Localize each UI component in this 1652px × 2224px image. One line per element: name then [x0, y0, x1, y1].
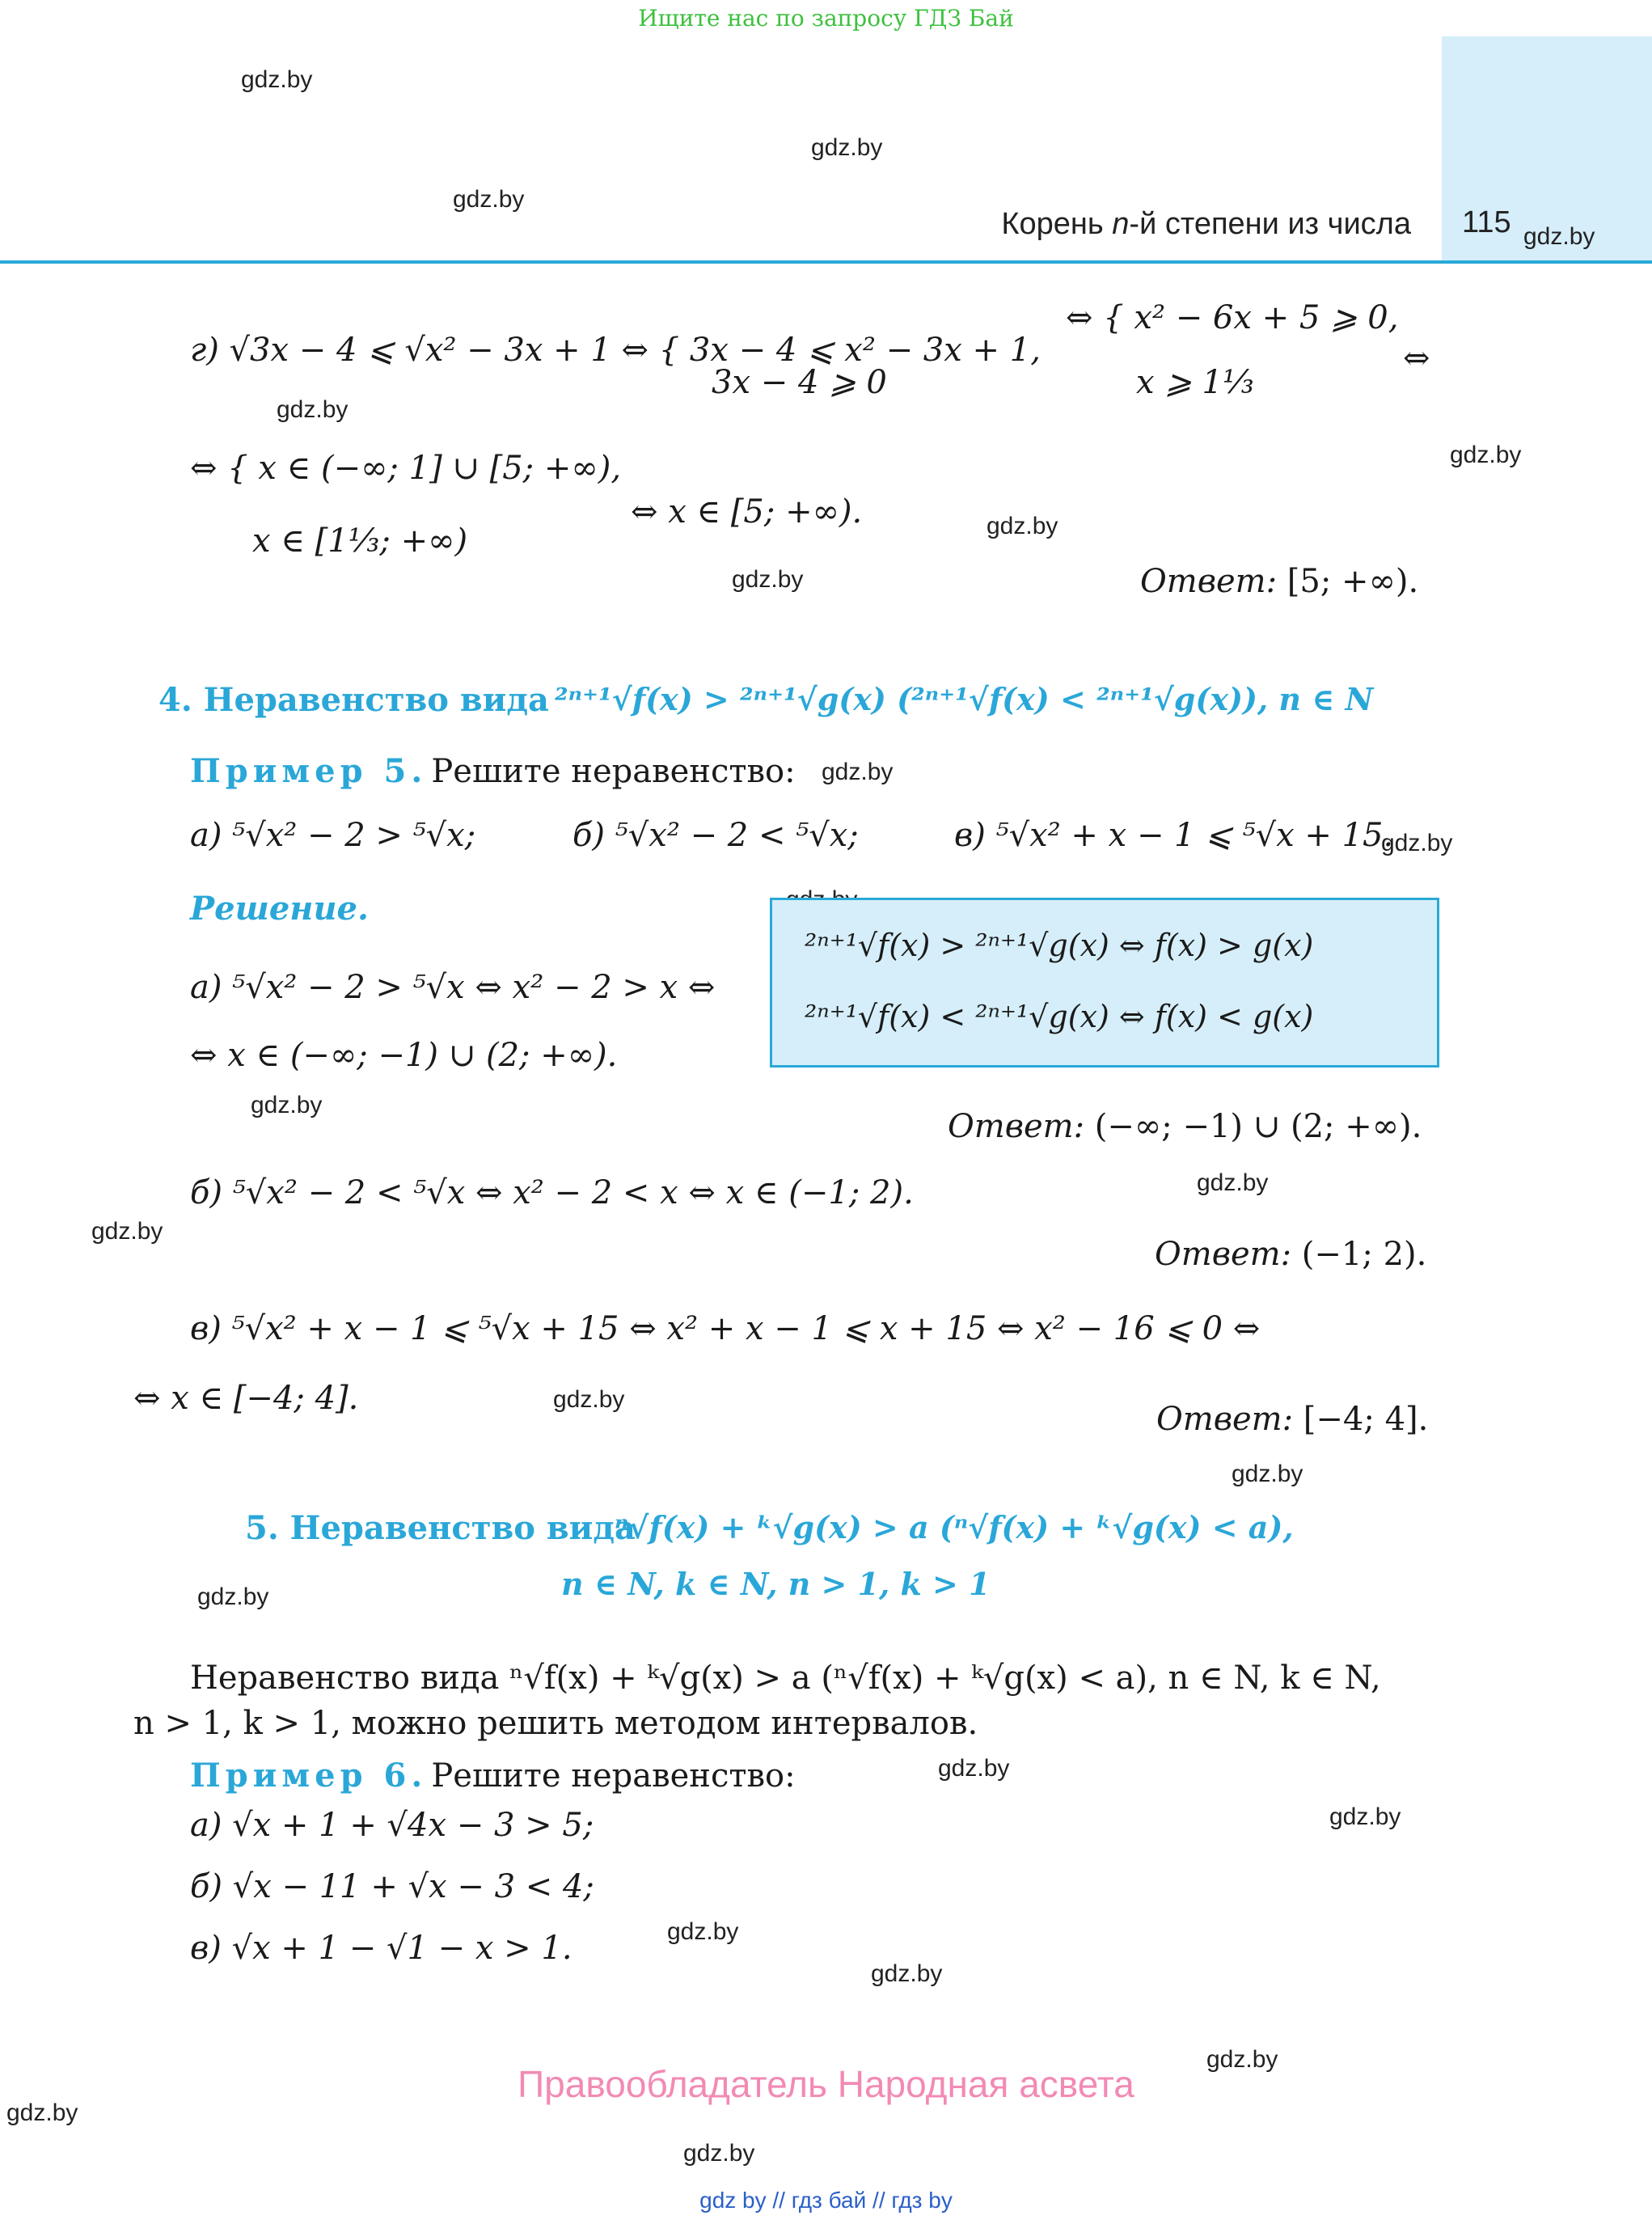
part-g-line1: г) √3x − 4 ⩽ √x² − 3x + 1 ⇔ { 3x − 4 ⩽ x² − 3x + 1,: [190, 332, 1041, 369]
answer-value: (−∞; −1) ∪ (2; +∞).: [1084, 1108, 1422, 1145]
watermark: gdz.by: [732, 566, 804, 593]
part-g-right-a: ⇔ { x² − 6x + 5 ⩾ 0,: [1066, 299, 1399, 336]
solution-5c-line2: ⇔ x ∈ [−4; 4].: [133, 1380, 359, 1417]
solution-5c-answer: [1156, 1401, 1428, 1438]
watermark: gdz.by: [1450, 442, 1522, 468]
solution-5a-line2: ⇔ x ∈ (−∞; −1) ∪ (2; +∞).: [190, 1037, 618, 1074]
header-divider: [0, 260, 1652, 264]
watermark: gdz.by: [277, 396, 349, 423]
watermark: gdz.by: [1329, 1803, 1401, 1830]
watermark: gdz.by: [91, 1218, 163, 1245]
watermark: gdz.by: [683, 2140, 755, 2167]
answer-label: Ответ:: [1140, 563, 1278, 600]
watermark: gdz.by: [811, 134, 883, 161]
answer-value: [5; +∞).: [1277, 563, 1419, 600]
watermark: gdz.by: [553, 1386, 625, 1413]
answer-label: Ответ:: [948, 1108, 1085, 1145]
equiv-arrow: ⇔: [1403, 340, 1430, 377]
section-5-formula: ⁿ√f(x) + ᵏ√g(x) > a (ⁿ√f(x) + ᵏ√g(x) < a),: [615, 1509, 1294, 1545]
example-5-task: Решите неравенство:: [431, 753, 796, 790]
section-5-text-line1: Неравенство вида ⁿ√f(x) + ᵏ√g(x) > a (ⁿ√f(x) + ᵏ√g(x) < a), n ∈ N, k ∈ N,: [190, 1660, 1381, 1697]
copyright-notice: Правообладатель Народная асвета: [518, 2063, 1134, 2105]
section-5-conditions: n ∈ N, k ∈ N, n > 1, k > 1: [561, 1566, 991, 1602]
rule-line-1: ²ⁿ⁺¹√f(x) > ²ⁿ⁺¹√g(x) ⇔ f(x) > g(x): [805, 928, 1314, 963]
watermark: gdz.by: [938, 1755, 1010, 1782]
part-g-system-b: 3x − 4 ⩾ 0: [712, 364, 887, 401]
section-4-title: 4. Неравенство вида: [158, 681, 549, 719]
example-5-label: Пример 5.: [190, 752, 428, 790]
watermark: gdz.by: [6, 2099, 78, 2126]
solution-5b-answer: [1155, 1236, 1426, 1273]
watermark: gdz.by: [1206, 2046, 1278, 2073]
example-5-heading: [190, 752, 796, 790]
solution-5c-line1: в) ⁵√x² + x − 1 ⩽ ⁵√x + 15 ⇔ x² + x − 1 ⩽ x + 15 ⇔ x² − 16 ⩽ 0 ⇔: [190, 1310, 1261, 1347]
watermark: gdz.by: [1197, 1169, 1269, 1196]
example-5-b: б) ⁵√x² − 2 < ⁵√x;: [572, 817, 859, 854]
solution-5a-line1: а) ⁵√x² − 2 > ⁵√x ⇔ x² − 2 > x ⇔: [190, 969, 716, 1006]
answer-value: (−1; 2).: [1291, 1236, 1427, 1273]
rule-box: [770, 898, 1439, 1068]
watermark: gdz.by: [251, 1092, 323, 1118]
solution-5b-line: б) ⁵√x² − 2 < ⁵√x ⇔ x² − 2 < x ⇔ x ∈ (−1; 2).: [190, 1174, 914, 1211]
example-6-b: б) √x − 11 + √x − 3 < 4;: [190, 1868, 594, 1905]
section-5-text-line2: n > 1, k > 1, можно решить методом интервалов.: [133, 1705, 978, 1742]
answer-value: [−4; 4].: [1293, 1401, 1429, 1438]
search-banner: Ищите нас по запросу ГДЗ Бай: [638, 5, 1014, 32]
rule-line-2: ²ⁿ⁺¹√f(x) < ²ⁿ⁺¹√g(x) ⇔ f(x) < g(x): [805, 999, 1314, 1034]
part-g-right-b: x ⩾ 1⅓: [1136, 364, 1254, 401]
example-6-a: а) √x + 1 + √4x − 3 > 5;: [190, 1807, 594, 1844]
example-6-c: в) √x + 1 − √1 − x > 1.: [190, 1930, 572, 1967]
watermark: gdz.by: [1381, 830, 1453, 856]
footer-links[interactable]: gdz by // гдз бай // гдз by: [699, 2188, 953, 2213]
example-6-label: Пример 6.: [190, 1757, 428, 1795]
watermark: gdz.by: [241, 66, 313, 93]
solution-5a-answer: [948, 1108, 1422, 1145]
part-g-answer: [1140, 563, 1418, 600]
watermark: gdz.by: [1523, 223, 1595, 250]
watermark: gdz.by: [667, 1918, 739, 1945]
section-5-title: 5. Неравенство вида: [245, 1509, 636, 1547]
watermark: gdz.by: [822, 759, 894, 785]
solution-label: Решение.: [190, 890, 369, 928]
example-6-heading: [190, 1757, 796, 1795]
watermark: gdz.by: [1232, 1461, 1303, 1487]
answer-label: Ответ:: [1156, 1401, 1294, 1438]
part-g-line2-b: x ∈ [1⅓; +∞): [252, 522, 468, 560]
chapter-title-pre: Корень: [1001, 207, 1113, 241]
example-5-c: в) ⁵√x² + x − 1 ⩽ ⁵√x + 15.: [954, 817, 1394, 854]
answer-label: Ответ:: [1155, 1236, 1292, 1273]
watermark: gdz.by: [871, 1960, 943, 1987]
watermark: gdz.by: [453, 186, 525, 213]
watermark: gdz.by: [197, 1583, 269, 1610]
watermark: gdz.by: [987, 513, 1058, 539]
example-5-a: а) ⁵√x² − 2 > ⁵√x;: [190, 817, 476, 854]
chapter-title: [1001, 207, 1411, 242]
chapter-title-n: n: [1112, 207, 1130, 241]
part-g-result: ⇔ x ∈ [5; +∞).: [631, 493, 863, 531]
part-g-line2-a: ⇔ { x ∈ (−∞; 1] ∪ [5; +∞),: [190, 450, 622, 487]
section-4-formula: ²ⁿ⁺¹√f(x) > ²ⁿ⁺¹√g(x) (²ⁿ⁺¹√f(x) < ²ⁿ⁺¹√g(x)), n ∈ N: [555, 681, 1374, 717]
page-number: 115: [1462, 205, 1511, 239]
chapter-title-post: -й степени из числа: [1129, 207, 1411, 241]
example-6-task: Решите неравенство:: [431, 1757, 796, 1795]
